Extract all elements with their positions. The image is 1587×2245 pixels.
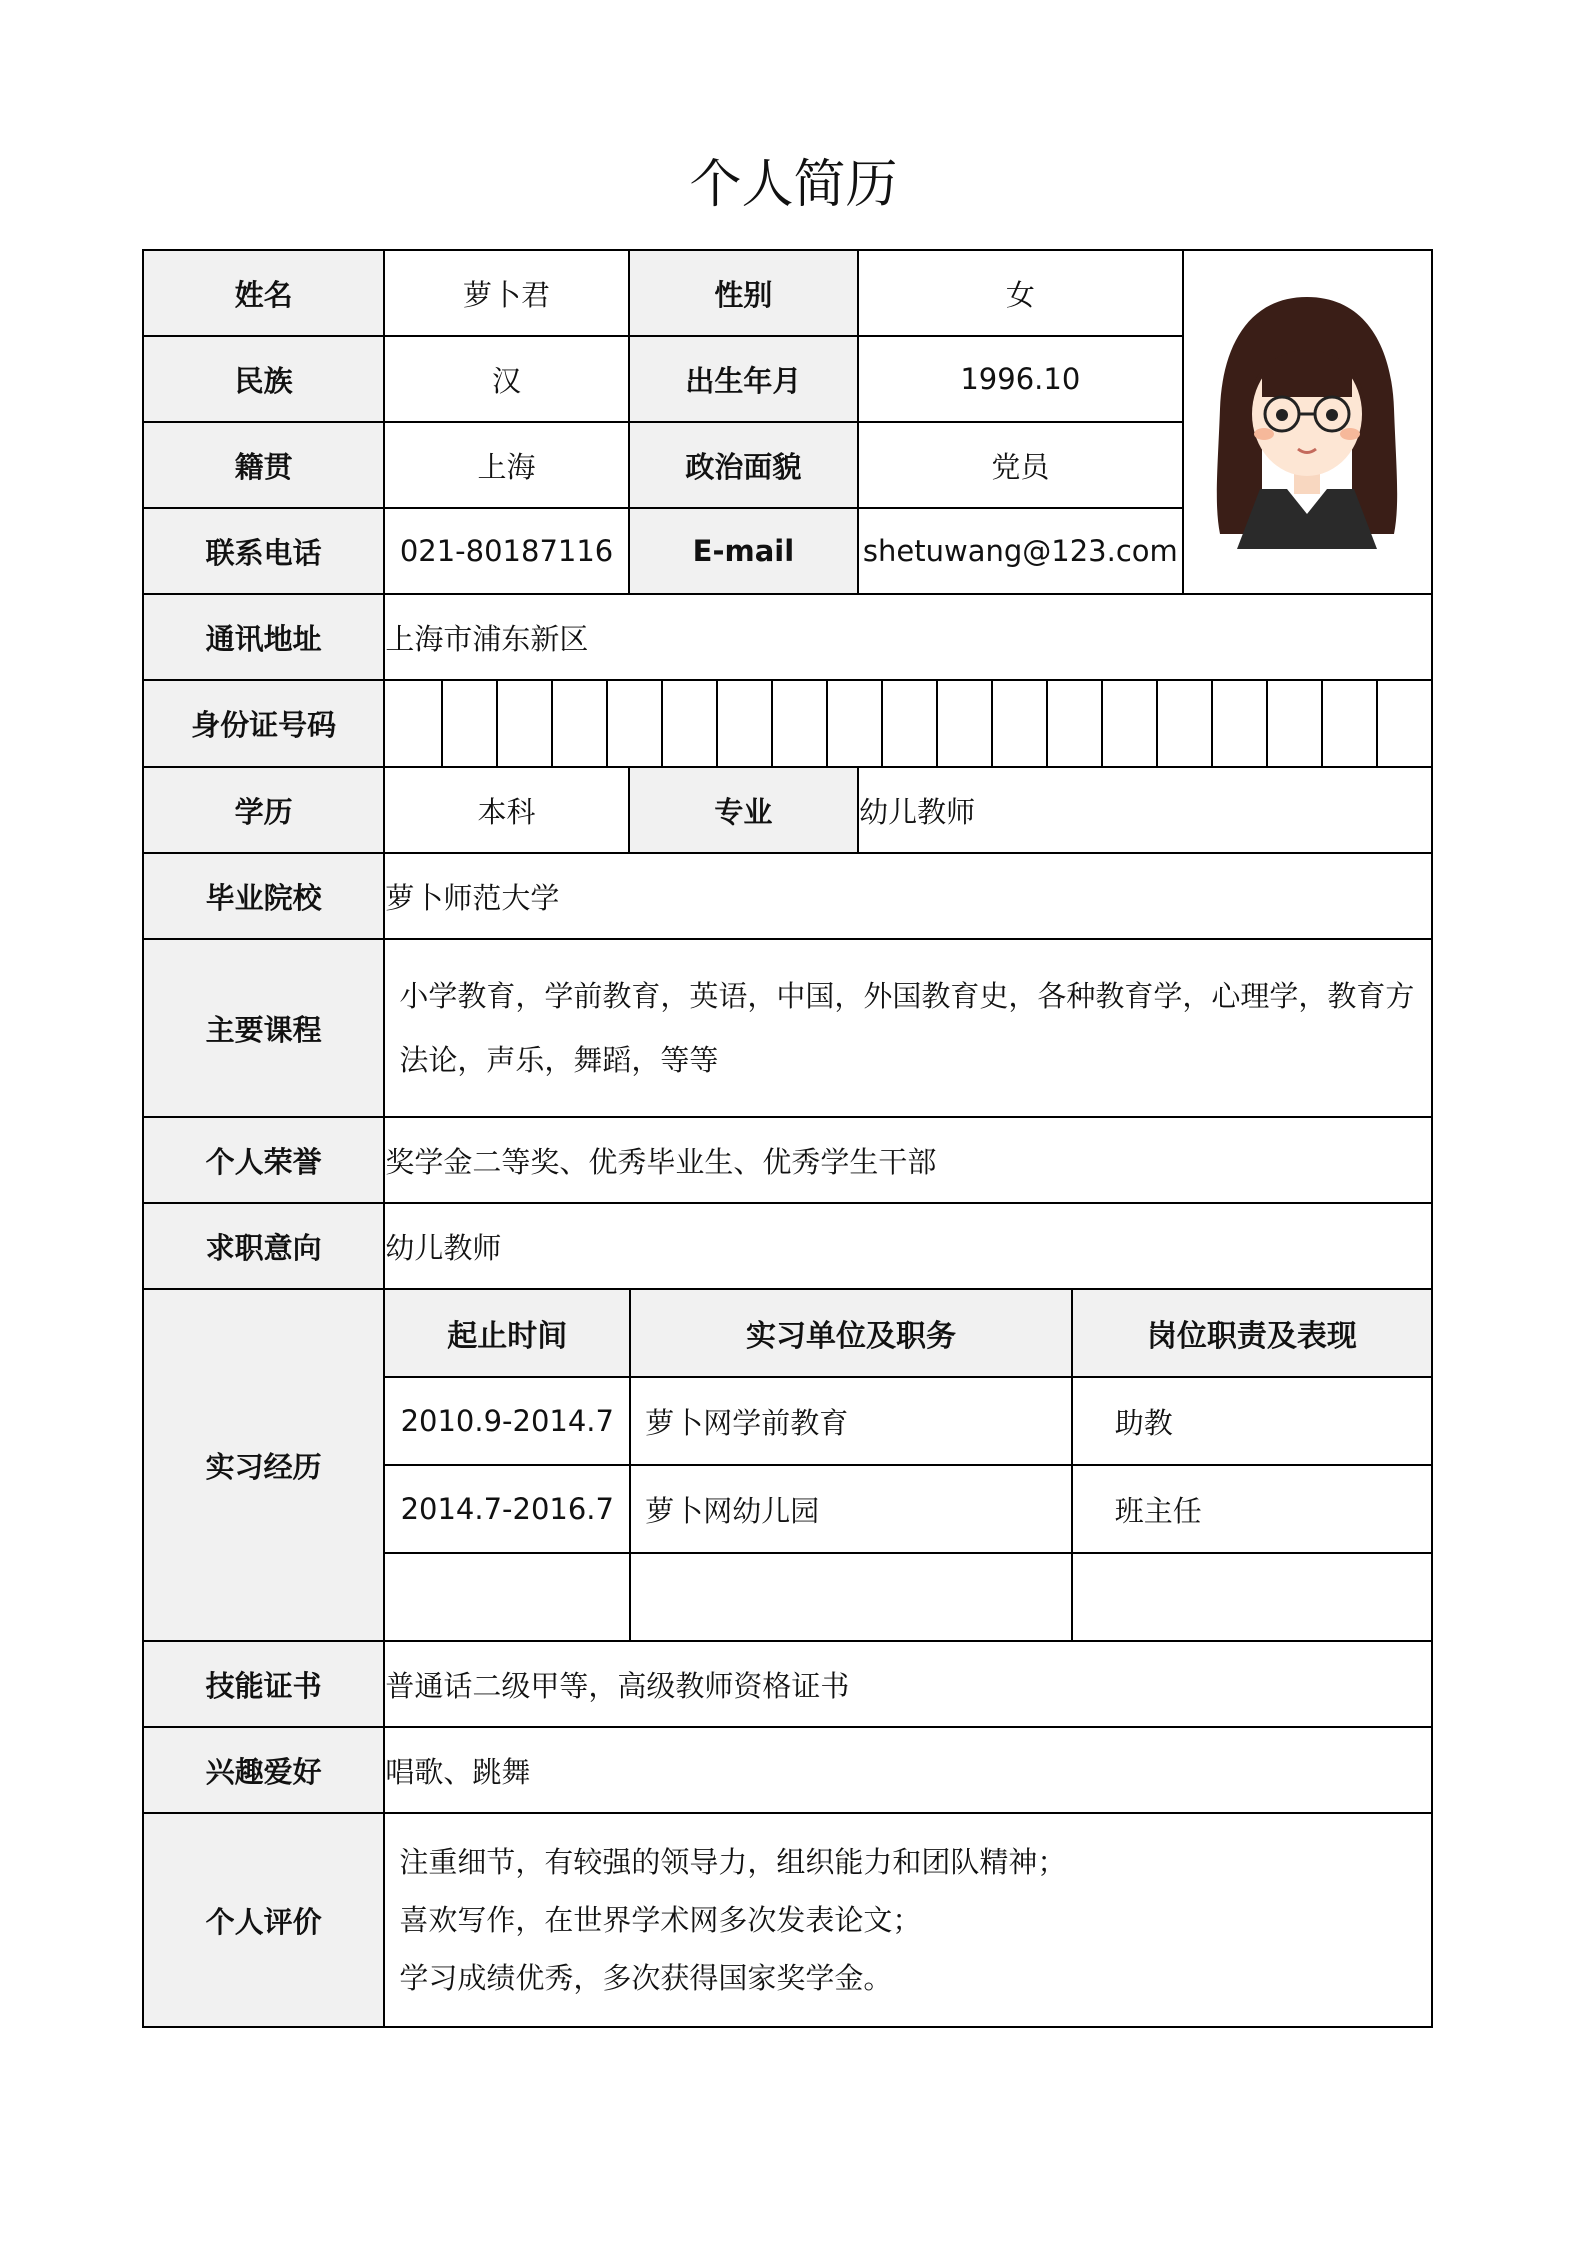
objective-label: 求职意向 (143, 1203, 384, 1289)
evaluation-list (385, 1823, 1431, 2017)
birth-label: 出生年月 (629, 336, 858, 422)
phone-label: 联系电话 (143, 508, 384, 594)
address-label: 通讯地址 (143, 594, 384, 680)
id-box (1376, 681, 1431, 766)
avatar (1202, 289, 1412, 549)
hobbies-label: 兴趣爱好 (143, 1727, 384, 1813)
internship-label: 实习经历 (143, 1289, 384, 1641)
birth-value: 1996.10 (858, 336, 1183, 422)
skills-label: 技能证书 (143, 1641, 384, 1727)
id-box (441, 681, 496, 766)
id-box (551, 681, 606, 766)
name-value: 萝卜君 (384, 250, 628, 336)
internship-duty: 助教 (1072, 1377, 1431, 1465)
photo-cell (1183, 250, 1432, 594)
courses-value: 小学教育，学前教育，英语，中国，外国教育史，各种教育学，心理学，教育方法论，声乐，舞蹈，等等 (399, 979, 1415, 1077)
table-row-empty (385, 1553, 1431, 1640)
id-box (991, 681, 1046, 766)
id-box (716, 681, 771, 766)
id-box (936, 681, 991, 766)
internship-header-period: 起止时间 (385, 1290, 630, 1377)
id-box (1211, 681, 1266, 766)
id-number-grid (384, 680, 1432, 767)
table-row (385, 1465, 1431, 1553)
id-box (1321, 681, 1376, 766)
school-label: 毕业院校 (143, 853, 384, 939)
id-box (771, 681, 826, 766)
id-box (826, 681, 881, 766)
hobbies-value: 唱歌、跳舞 (384, 1727, 1432, 1813)
honors-value: 奖学金二等奖、优秀毕业生、优秀学生干部 (384, 1117, 1432, 1203)
email-label: E-mail (629, 508, 858, 594)
id-box (1101, 681, 1156, 766)
empty-cell (1072, 1553, 1431, 1640)
objective-value: 幼儿教师 (384, 1203, 1432, 1289)
internship-period: 2010.9-2014.7 (385, 1377, 630, 1465)
ethnicity-value: 汉 (384, 336, 628, 422)
internship-period: 2014.7-2016.7 (385, 1465, 630, 1553)
id-box (1156, 681, 1211, 766)
id-box (1266, 681, 1321, 766)
id-digit-boxes (385, 681, 1431, 766)
resume-table (142, 249, 1433, 2028)
id-box (1046, 681, 1101, 766)
major-value: 幼儿教师 (858, 767, 1432, 853)
empty-cell (630, 1553, 1072, 1640)
internship-unit: 萝卜网学前教育 (630, 1377, 1072, 1465)
id-box (385, 681, 441, 766)
political-value: 党员 (858, 422, 1183, 508)
internship-cell (384, 1289, 1432, 1641)
evaluation-line: 喜欢写作，在世界学术网多次发表论文； (399, 1903, 922, 1937)
address-value: 上海市浦东新区 (384, 594, 1432, 680)
gender-value: 女 (858, 250, 1183, 336)
courses-cell (384, 939, 1432, 1117)
degree-label: 学历 (143, 767, 384, 853)
ethnicity-label: 民族 (143, 336, 384, 422)
school-value: 萝卜师范大学 (384, 853, 1432, 939)
id-box (496, 681, 551, 766)
degree-value: 本科 (384, 767, 628, 853)
origin-value: 上海 (384, 422, 628, 508)
name-label: 姓名 (143, 250, 384, 336)
internship-header-unit: 实习单位及职务 (630, 1290, 1072, 1377)
internship-header-duty: 岗位职责及表现 (1072, 1290, 1431, 1377)
table-row (385, 1377, 1431, 1465)
evaluation-line: 注重细节，有较强的领导力，组织能力和团队精神； (399, 1845, 1067, 1879)
page-title: 个人简历 (689, 155, 898, 215)
political-label: 政治面貌 (629, 422, 858, 508)
courses-label: 主要课程 (143, 939, 384, 1117)
id-label: 身份证号码 (143, 680, 384, 767)
gender-label: 性别 (629, 250, 858, 336)
evaluation-line: 学习成绩优秀，多次获得国家奖学金。 (399, 1961, 893, 1995)
internship-unit: 萝卜网幼儿园 (630, 1465, 1072, 1553)
evaluation-cell (384, 1813, 1432, 2027)
id-box (881, 681, 936, 766)
origin-label: 籍贯 (143, 422, 384, 508)
internship-duty: 班主任 (1072, 1465, 1431, 1553)
empty-cell (385, 1553, 630, 1640)
email-value: shetuwang@123.com (858, 508, 1183, 594)
evaluation-label: 个人评价 (143, 1813, 384, 2027)
id-box (661, 681, 716, 766)
major-label: 专业 (629, 767, 858, 853)
phone-value: 021-80187116 (384, 508, 628, 594)
skills-value: 普通话二级甲等，高级教师资格证书 (384, 1641, 1432, 1727)
honors-label: 个人荣誉 (143, 1117, 384, 1203)
internship-table (385, 1290, 1431, 1640)
id-box (606, 681, 661, 766)
